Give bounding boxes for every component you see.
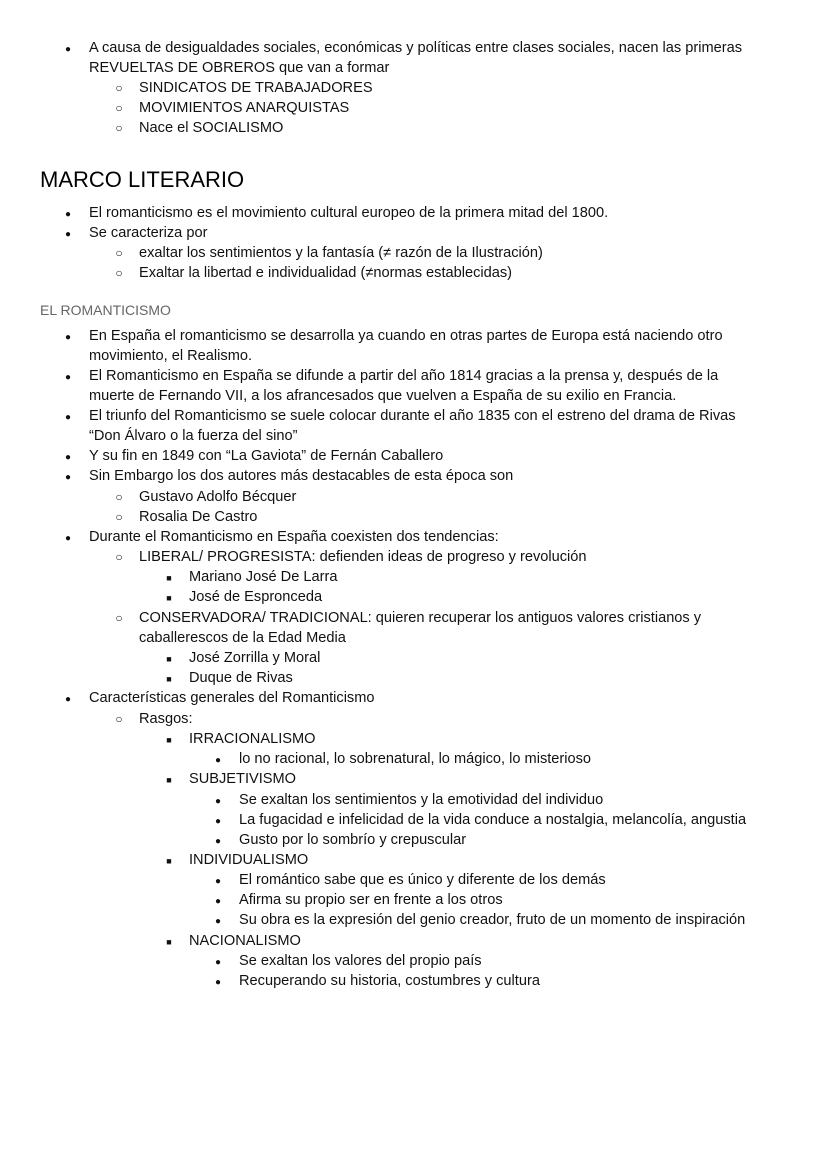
bullet-icon xyxy=(61,446,75,468)
square-bullet-icon xyxy=(162,729,176,750)
list-item-text: exaltar los sentimientos y la fantasía (≠ razón de la Ilustración) xyxy=(139,245,543,261)
bullet-icon xyxy=(61,688,75,710)
bullet-icon xyxy=(211,910,225,932)
circle-bullet-icon xyxy=(112,118,126,138)
list-item-text: Se exaltan los valores del propio país xyxy=(239,953,482,969)
list-item-text: Afirma su propio ser en frente a los otros xyxy=(239,892,503,908)
list-item-text: Su obra es la expresión del genio creador, fruto de un momento de inspiración xyxy=(239,912,746,928)
list-item-text: Nace el SOCIALISMO xyxy=(139,120,284,136)
list-item-text: Rosalia De Castro xyxy=(139,509,258,525)
list-item-text: Gusto por lo sombrío y crepuscular xyxy=(239,832,467,848)
list-item-text: NACIONALISMO xyxy=(189,933,301,949)
list-item-text: MOVIMIENTOS ANARQUISTAS xyxy=(139,100,350,116)
square-bullet-icon xyxy=(162,931,176,952)
bullet-icon xyxy=(61,326,75,348)
bullet-icon xyxy=(211,951,225,973)
circle-bullet-icon xyxy=(112,78,126,98)
list-item-text: SUBJETIVISMO xyxy=(189,771,297,787)
list-item-text: IRRACIONALISMO xyxy=(189,731,316,747)
square-bullet-icon xyxy=(162,668,176,689)
bullet-icon xyxy=(61,527,75,549)
list-item-text: Y su fin en 1849 con “La Gaviota” de Fernán Caballero xyxy=(89,448,444,464)
circle-bullet-icon xyxy=(112,263,126,283)
circle-bullet-icon xyxy=(112,487,126,507)
square-bullet-icon xyxy=(162,648,176,669)
list-item-text: “Don Álvaro o la fuerza del sino” xyxy=(89,428,298,444)
circle-bullet-icon xyxy=(112,547,126,567)
list-item-text: lo no racional, lo sobrenatural, lo mágico, lo misterioso xyxy=(239,751,592,767)
square-bullet-icon xyxy=(162,769,176,790)
list-item-text: Durante el Romanticismo en España coexisten dos tendencias: xyxy=(89,529,499,545)
list-item-text: José Zorrilla y Moral xyxy=(189,650,321,666)
section-heading: MARCO LITERARIO xyxy=(40,167,245,192)
bullet-icon xyxy=(61,38,75,60)
list-item-text: Se caracteriza por xyxy=(89,225,208,241)
list-item-text: Características generales del Romanticismo xyxy=(89,690,375,706)
list-item-text: Se exaltan los sentimientos y la emotividad del individuo xyxy=(239,792,604,808)
bullet-icon xyxy=(61,203,75,225)
square-bullet-icon xyxy=(162,567,176,588)
list-item-text: INDIVIDUALISMO xyxy=(189,852,309,868)
list-item-text: A causa de desigualdades sociales, económicas y políticas entre clases sociales, nacen las primeras xyxy=(89,40,743,56)
bullet-icon xyxy=(211,890,225,912)
list-item-text: Duque de Rivas xyxy=(189,670,293,686)
bullet-icon xyxy=(211,790,225,812)
list-item-text: movimiento, el Realismo. xyxy=(89,348,253,364)
square-bullet-icon xyxy=(162,587,176,608)
list-item-text: El romanticismo es el movimiento cultural europeo de la primera mitad del 1800. xyxy=(89,205,609,221)
list-item-text: Sin Embargo los dos autores más destacables de esta época son xyxy=(89,468,514,484)
list-item-text: caballerescos de la Edad Media xyxy=(139,630,346,646)
bullet-icon xyxy=(211,810,225,832)
list-item-text: SINDICATOS DE TRABAJADORES xyxy=(139,80,373,96)
list-item-text: Recuperando su historia, costumbres y cultura xyxy=(239,973,540,989)
subsection-heading: EL ROMANTICISMO xyxy=(40,302,171,318)
circle-bullet-icon xyxy=(112,507,126,527)
bullet-icon xyxy=(211,830,225,852)
bullet-icon xyxy=(61,223,75,245)
list-item-text: El Romanticismo en España se difunde a partir del año 1814 gracias a la prensa y, después de la xyxy=(89,368,719,384)
list-item-text: Mariano José De Larra xyxy=(189,569,338,585)
circle-bullet-icon xyxy=(112,243,126,263)
list-item-text: Exaltar la libertad e individualidad (≠normas establecidas) xyxy=(139,265,513,281)
bullet-icon xyxy=(61,466,75,488)
list-item-text: Rasgos: xyxy=(139,711,193,727)
list-item-text: CONSERVADORA/ TRADICIONAL: quieren recuperar los antiguos valores cristianos y xyxy=(139,610,702,626)
circle-bullet-icon xyxy=(112,709,126,729)
list-item-text: muerte de Fernando VII, a los afrancesados que vuelven a España de su exilio en Francia. xyxy=(89,388,677,404)
list-item-text: El triunfo del Romanticismo se suele colocar durante el año 1835 con el estreno del drama de Rivas xyxy=(89,408,736,424)
list-item-text: Gustavo Adolfo Bécquer xyxy=(139,489,297,505)
list-item-text: REVUELTAS DE OBREROS que van a formar xyxy=(89,60,390,76)
list-item-text: LIBERAL/ PROGRESISTA: defienden ideas de progreso y revolución xyxy=(139,549,587,565)
circle-bullet-icon xyxy=(112,98,126,118)
list-item-text: La fugacidad e infelicidad de la vida conduce a nostalgia, melancolía, angustia xyxy=(239,812,747,828)
bullet-icon xyxy=(211,971,225,993)
bullet-icon xyxy=(61,366,75,388)
bullet-icon xyxy=(211,870,225,892)
list-item-text: En España el romanticismo se desarrolla ya cuando en otras partes de Europa está naciendo otro xyxy=(89,328,723,344)
list-item-text: El romántico sabe que es único y diferente de los demás xyxy=(239,872,606,888)
circle-bullet-icon xyxy=(112,608,126,628)
bullet-icon xyxy=(61,406,75,428)
bullet-icon xyxy=(211,749,225,771)
square-bullet-icon xyxy=(162,850,176,871)
list-item-text: José de Espronceda xyxy=(189,589,323,605)
